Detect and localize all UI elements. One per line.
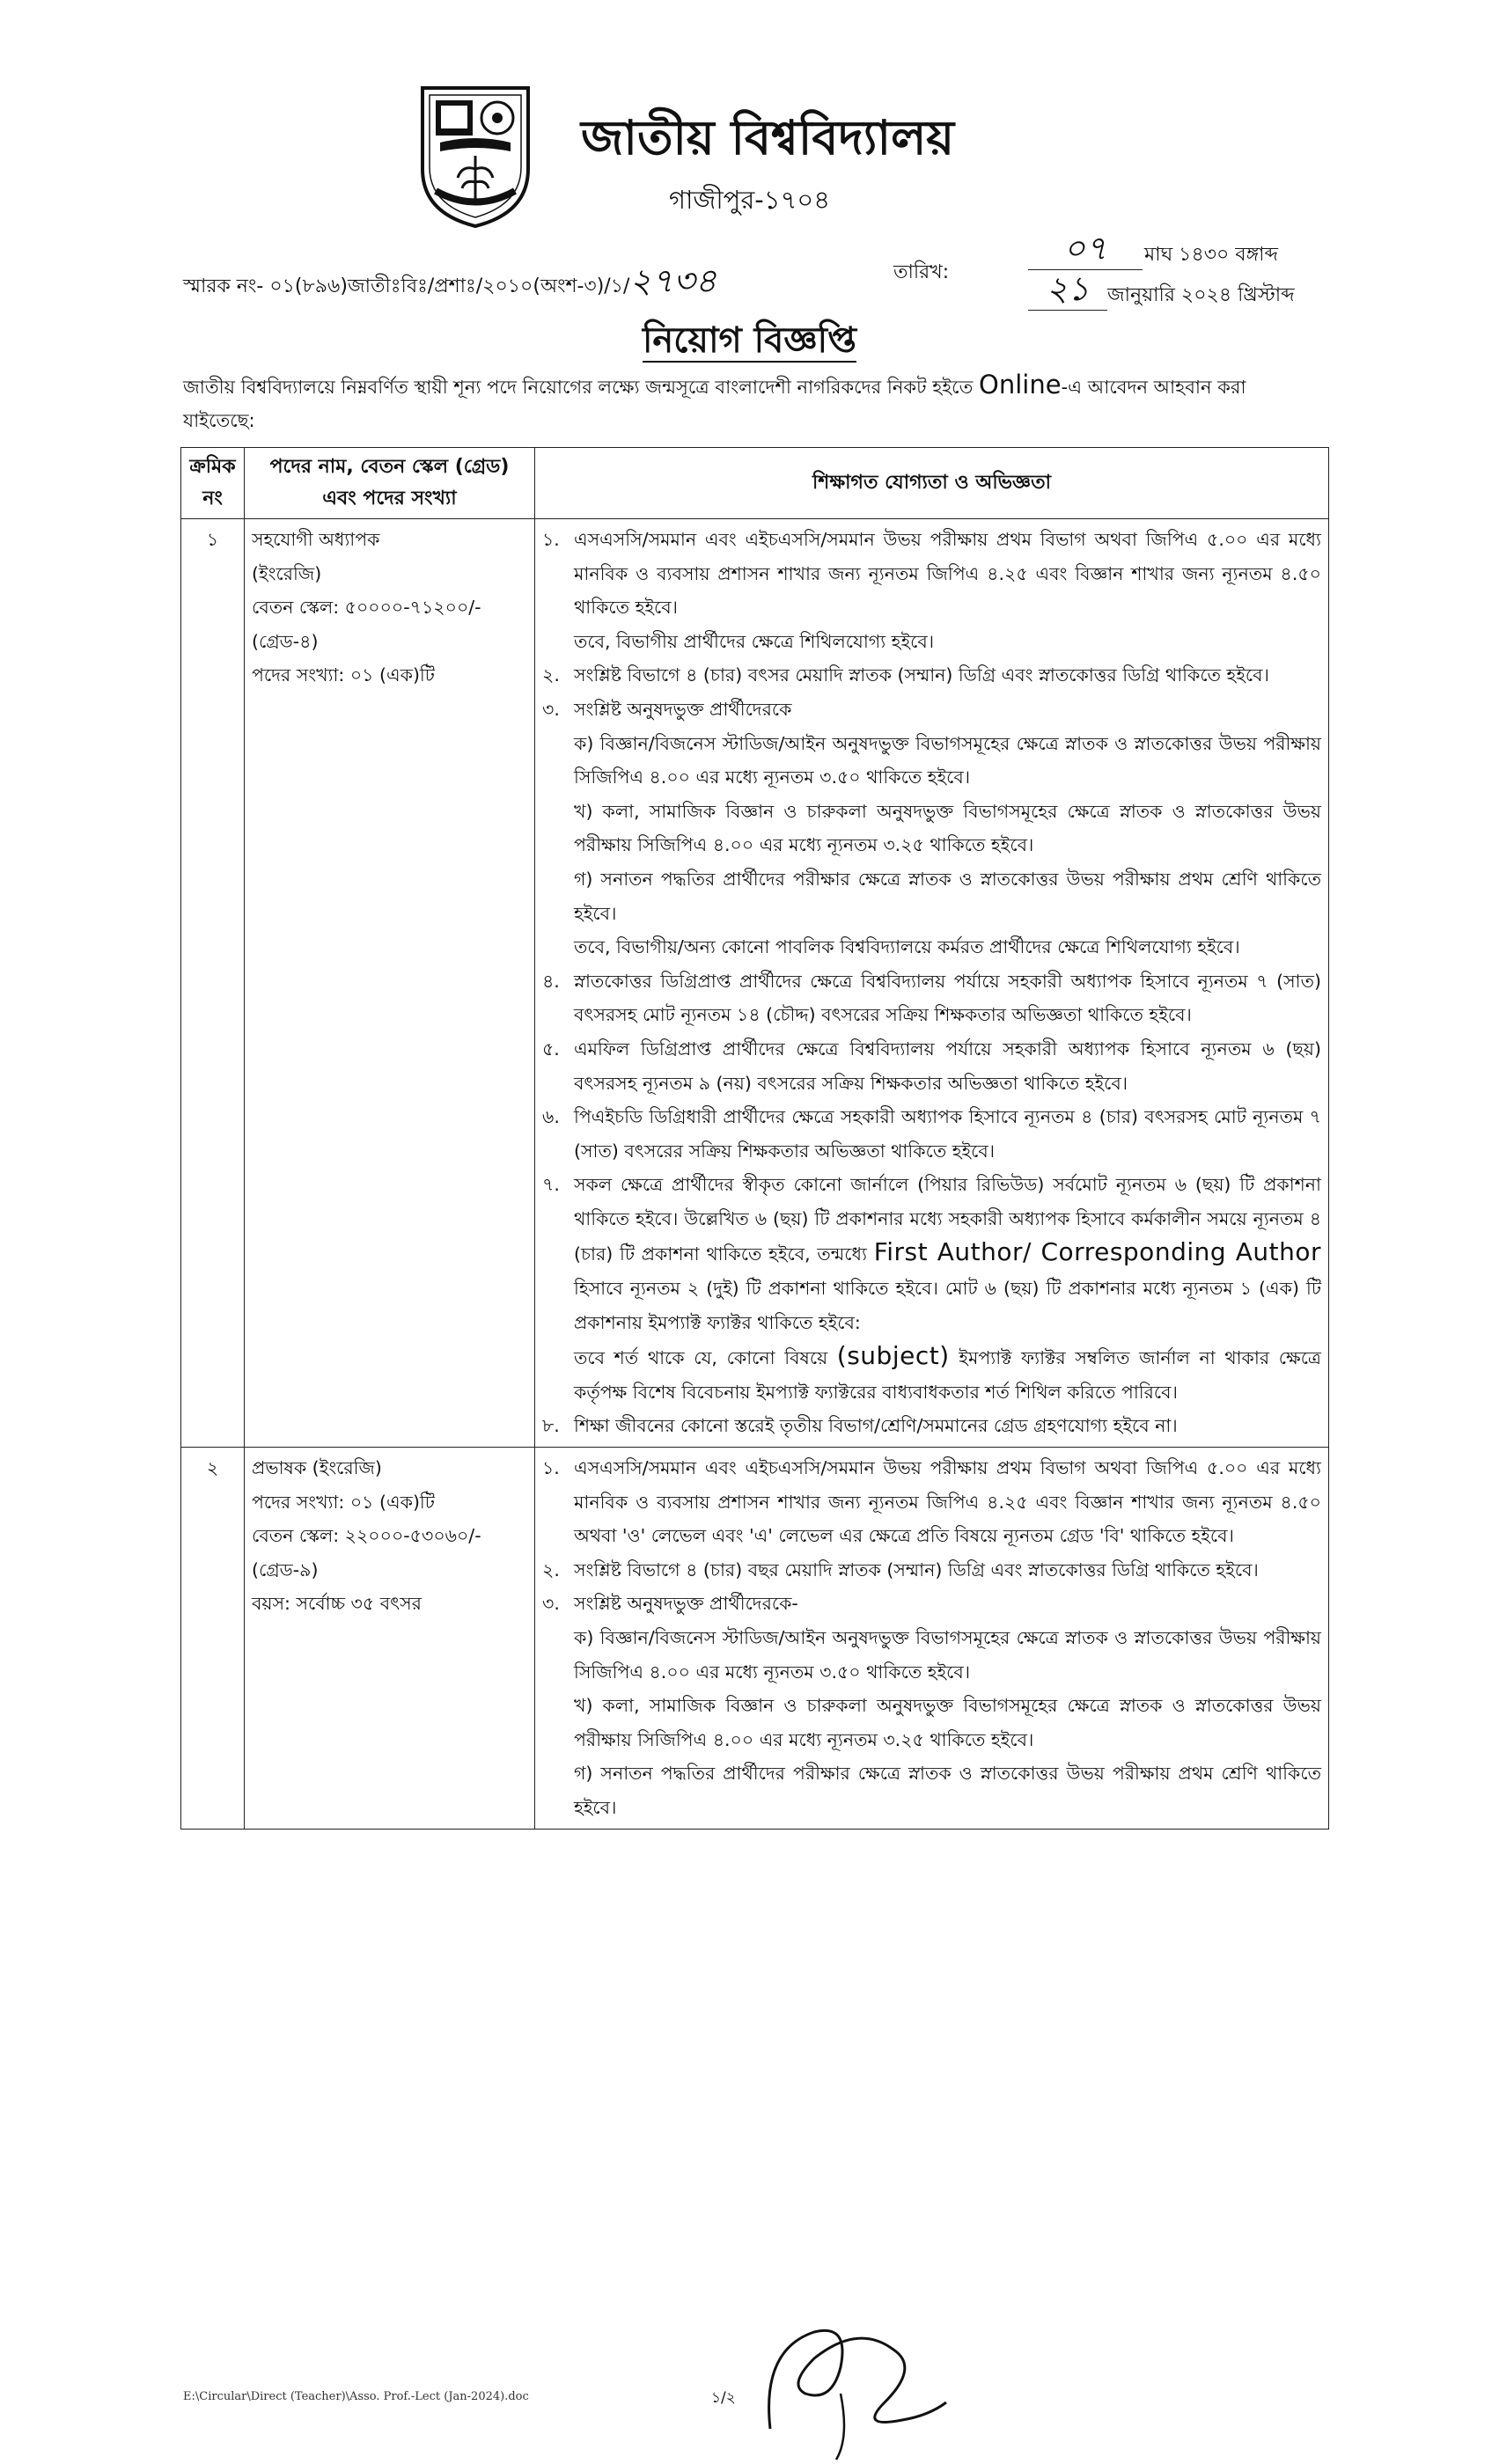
qualification-subitem: ক) বিজ্ঞান/বিজনেস স্টাডিজ/আইন অনুষদভুক্ত বিভাগসমূহের ক্ষেত্রে স্নাতক ও স্নাতকোত্তর উভয় পরীক্ষায় সিজিপিএ ৪.০০ এর মধ্যে ন্যূনতম ৩.৫০ থাকিতে হইবে।	[574, 1627, 1321, 1683]
date-bangla-day: ০৭	[1063, 229, 1107, 268]
post-line: বয়স: সর্বোচ্চ ৩৫ বৎসর	[252, 1593, 422, 1615]
post-line: সহযোগী অধ্যাপক	[252, 529, 380, 550]
qualification-number: ৬.	[542, 1106, 560, 1128]
date-english-month-year: জানুয়ারি ২০২৪ খ্রিস্টাব্দ	[1107, 284, 1295, 306]
table-row	[181, 1448, 1329, 1830]
qualification-number: ২.	[542, 664, 560, 686]
posts-table	[180, 447, 1329, 1830]
qualification-subitem: গ) সনাতন পদ্ধতির প্রার্থীদের পরীক্ষার ক্ষেত্রে স্নাতক ও স্নাতকোত্তর উভয় পরীক্ষায় প্রথম শ্রেণি থাকিতে হইবে।	[574, 1763, 1321, 1818]
qualification-number: ৫.	[542, 1038, 560, 1060]
qualification-number: ১.	[542, 529, 560, 550]
intro-text: জাতীয় বিশ্ববিদ্যালয়ে নিম্নবর্ণিত স্থায়ী শূন্য পদে নিয়োগের লক্ষ্যে জন্মসূত্রে বাংলাদেশী নাগরিকদের নিকট হইতে	[183, 377, 980, 398]
row-serial: ১	[181, 519, 245, 1448]
qualification-text: সংশ্লিষ্ট বিভাগে ৪ (চার) বছর মেয়াদি স্নাতক (সম্মান) ডিগ্রি এবং স্নাতকোত্তর ডিগ্রি থাকিতে হইবে।	[574, 1558, 1259, 1580]
intro-text-end: -এ আবেদন আহবান করা যাইতেছে:	[183, 377, 1246, 431]
memo-number	[183, 255, 716, 312]
qualification-text: এমফিল ডিগ্রিপ্রাপ্ত প্রার্থীদের ক্ষেত্রে বিশ্ববিদ্যালয় পর্যায়ে সহকারী অধ্যাপক হিসাবে ন্যূনতম ৬ (ছয়) বৎসরসহ ন্যূনতম ৯ (নয়) বৎসরের সক্রিয় শিক্ষকতার অভিজ্ঞতা থাকিতে হইবে।	[574, 1038, 1321, 1094]
post-info	[245, 519, 535, 1448]
qualification-item	[542, 1168, 1321, 1409]
header-qualification: শিক্ষাগত যোগ্যতা ও অভিজ্ঞতা	[535, 448, 1329, 519]
memo-handwritten-number: ২৭৩৪	[629, 261, 717, 300]
qualification-body: হিসাবে ন্যূনতম ২ (দুই) টি প্রকাশনা থাকিতে হইবে। মোট ৬ (ছয়) টি প্রকাশনার মধ্যে ন্যূনতম ১ (এক) টি প্রকাশনায় ইমপ্যাক্ট ফ্যাক্টর থাকিতে হইবে:	[574, 1278, 1321, 1333]
qualification-text: সংশ্লিষ্ট বিভাগে ৪ (চার) বৎসর মেয়াদি স্নাতক (সম্মান) ডিগ্রি এবং স্নাতকোত্তর ডিগ্রি থাকিতে হইবে।	[574, 664, 1269, 686]
qualification-text: এসএসসি/সমমান এবং এইচএসসি/সমমান উভয় পরীক্ষায় প্রথম বিভাগ অথবা জিপিএ ৫.০০ এর মধ্যে মানবিক ও ব্যবসায় প্রশাসন শাখার জন্য ন্যূনতম জিপিএ ৪.২৫ এবং বিজ্ঞান শাখার জন্য ন্যূনতম ৪.৫০ অথবা 'ও' লেভেল এবং 'এ' লেভেল এর ক্ষেত্রে প্রতি বিষয়ে ন্যূনতম গ্রেড 'বি' থাকিতে হইবে।	[574, 1457, 1321, 1547]
qualification-item	[542, 1409, 1321, 1443]
qualification-relaxation: তবে, বিভাগীয়/অন্য কোনো পাবলিক বিশ্ববিদ্যালয়ে কর্মরত প্রার্থীদের ক্ষেত্রে শিথিলযোগ্য হইবে।	[574, 936, 1240, 958]
qualification-item	[542, 1553, 1321, 1588]
post-line: (গ্রেড-৯)	[252, 1558, 319, 1580]
date-underline	[1028, 310, 1107, 311]
qualification-condition: ইমপ্যাক্ট ফ্যাক্টর সম্বলিত জার্নাল না থাকার ক্ষেত্রে কর্তৃপক্ষ বিশেষ বিবেচনায় ইমপ্যাক্ট ফ্যাক্টরের বাধ্যবাধকতার শর্ত শিথিল করিতে পারিবে।	[574, 1347, 1321, 1403]
row-serial: ২	[181, 1448, 245, 1830]
qualification-item	[542, 1451, 1321, 1553]
qualification-body: সকল ক্ষেত্রে প্রার্থীদের স্বীকৃত কোনো জার্নালে (পিয়ার রিভিউড) সর্বমোট ন্যূনতম ৬ (ছয়) টি প্রকাশনা থাকিতে হইবে। উল্লেখিত ৬ (ছয়) টি প্রকাশনার মধ্যে সহকারী অধ্যাপক হিসাবে কর্মকালীন সময়ে ন্যূনতম ৪ (চার) টি প্রকাশনা থাকিতে হইবে, তন্মধ্যে	[574, 1174, 1321, 1265]
qualification-number: ১.	[542, 1457, 560, 1479]
qualification-number: ২.	[542, 1558, 560, 1580]
qualification-text: পিএইচডি ডিগ্রিধারী প্রার্থীদের ক্ষেত্রে সহকারী অধ্যাপক হিসাবে ন্যূনতম ৪ (চার) বৎসরসহ মোট ন্যূনতম ৭ (সাত) বৎসরের সক্রিয় শিক্ষকতার অভিজ্ঞতা থাকিতে হইবে।	[574, 1106, 1321, 1162]
notice-title	[0, 312, 1499, 371]
post-line: পদের সংখ্যা: ০১ (এক)টি	[252, 664, 435, 686]
qualifications	[535, 519, 1329, 1448]
qualification-subitem: খ) কলা, সামাজিক বিজ্ঞান ও চারুকলা অনুষদভুক্ত বিভাগসমূহের ক্ষেত্রে স্নাতক ও স্নাতকোত্তর উভয় পরীক্ষায় সিজিপিএ ৪.০০ এর মধ্যে ন্যূনতম ৩.২৫ থাকিতে হইবে।	[574, 800, 1321, 856]
qualification-subitem: খ) কলা, সামাজিক বিজ্ঞান ও চারুকলা অনুষদভুক্ত বিভাগসমূহের ক্ষেত্রে স্নাতক ও স্নাতকোত্তর উভয় পরীক্ষায় সিজিপিএ ৪.০০ এর মধ্যে ন্যূনতম ৩.২৫ থাকিতে হইবে।	[574, 1695, 1321, 1750]
qualification-subitem: গ) সনাতন পদ্ধতির প্রার্থীদের পরীক্ষার ক্ষেত্রে স্নাতক ও স্নাতকোত্তর উভয় পরীক্ষায় প্রথম শ্রেণি থাকিতে হইবে।	[574, 868, 1321, 924]
post-line: পদের সংখ্যা: ০১ (এক)টি	[252, 1491, 435, 1513]
qualification-text: সংশ্লিষ্ট অনুষদভুক্ত প্রার্থীদেরকে-	[574, 1593, 798, 1615]
qualifications	[535, 1448, 1329, 1830]
university-address: গাজীপুর-১৭০৪	[669, 185, 831, 215]
university-logo	[414, 81, 537, 231]
qualification-number: ৭.	[542, 1174, 560, 1196]
subject-term: (subject)	[836, 1341, 950, 1371]
qualification-item	[542, 1587, 1321, 1621]
footer-file-path: E:\Circular\Direct (Teacher)\Asso. Prof.-Lect (Jan-2024).doc	[183, 2390, 529, 2403]
qualification-number: ৮.	[542, 1415, 560, 1437]
header-post: পদের নাম, বেতন স্কেল (গ্রেড) এবং পদের সংখ্যা	[245, 448, 535, 519]
date-bangla-month-year: মাঘ ১৪৩০ বঙ্গাব্দ	[1144, 244, 1278, 266]
post-line: (ইংরেজি)	[252, 562, 322, 584]
qualification-text: সংশ্লিষ্ট অনুষদভুক্ত প্রার্থীদেরকে	[574, 698, 792, 720]
post-line: বেতন স্কেল: ৫০০০০-৭১২০০/-	[252, 597, 481, 619]
header-serial: ক্রমিক নং	[181, 448, 245, 519]
qualification-text: শিক্ষা জীবনের কোনো স্তরেই তৃতীয় বিভাগ/শ্রেণি/সমমানের গ্রেড গ্রহণযোগ্য হইবে না।	[574, 1415, 1178, 1437]
qualification-item	[542, 1100, 1321, 1168]
university-name: জাতীয় বিশ্ববিদ্যালয়	[581, 110, 955, 165]
qualification-item	[542, 693, 1321, 727]
date-label: তারিখ:	[893, 261, 950, 283]
qualification-text	[574, 523, 1321, 658]
author-requirement: First Author/ Corresponding Author	[873, 1237, 1321, 1267]
notice-title-text: নিয়োগ বিজ্ঞপ্তি	[642, 320, 856, 361]
qualification-item	[542, 523, 1321, 658]
post-line: প্রভাষক (ইংরেজি)	[252, 1457, 382, 1479]
post-line: (গ্রেড-৪)	[252, 630, 319, 652]
qualification-condition: তবে শর্ত থাকে যে, কোনো বিষয়ে	[574, 1347, 837, 1369]
post-info	[245, 1448, 535, 1830]
qualification-number: ৪.	[542, 970, 560, 992]
page-number: ১/২	[711, 2389, 736, 2407]
signature	[753, 2297, 964, 2464]
qualification-number: ৩.	[542, 698, 560, 720]
qualification-number: ৩.	[542, 1593, 560, 1615]
qualification-item	[542, 964, 1321, 1032]
memo-prefix: স্মারক নং- ০১(৮৯৬)জাতীঃবিঃ/প্রশাঃ/২০১০(অংশ-৩)/১/	[183, 275, 630, 297]
table-row	[181, 519, 1329, 1448]
qualification-subitem: ক) বিজ্ঞান/বিজনেস স্টাডিজ/আইন অনুষদভুক্ত বিভাগসমূহের ক্ষেত্রে স্নাতক ও স্নাতকোত্তর উভয় পরীক্ষায় সিজিপিএ ৪.০০ এর মধ্যে ন্যূনতম ৩.৫০ থাকিতে হইবে।	[574, 732, 1321, 788]
post-line: বেতন স্কেল: ২২০০০-৫৩০৬০/-	[252, 1525, 481, 1547]
intro-online: Online	[979, 370, 1062, 400]
qualification-body: এসএসসি/সমমান এবং এইচএসসি/সমমান উভয় পরীক্ষায় প্রথম বিভাগ অথবা জিপিএ ৫.০০ এর মধ্যে মানবিক ও ব্যবসায় প্রশাসন শাখার জন্য ন্যূনতম জিপিএ ৪.২৫ এবং বিজ্ঞান শাখার জন্য ন্যূনতম ৪.৫০ থাকিতে হইবে।	[574, 529, 1321, 619]
notice-intro	[183, 368, 1319, 437]
qualification-item	[542, 658, 1321, 693]
qualification-relaxation: তবে, বিভাগীয় প্রার্থীদের ক্ষেত্রে শিথিলযোগ্য হইবে।	[574, 630, 935, 652]
date-english-day: ২১	[1046, 269, 1090, 308]
qualification-item	[542, 1032, 1321, 1100]
table-header-row	[181, 448, 1329, 519]
qualification-text	[574, 1168, 1321, 1409]
qualification-text: স্নাতকোত্তর ডিগ্রিপ্রাপ্ত প্রার্থীদের ক্ষেত্রে বিশ্ববিদ্যালয় পর্যায়ে সহকারী অধ্যাপক হিসাবে ন্যূনতম ৭ (সাত) বৎসরসহ মোট ন্যূনতম ১৪ (চৌদ্দ) বৎসরের সক্রিয় শিক্ষকতার অভিজ্ঞতা থাকিতে হইবে।	[574, 970, 1321, 1026]
